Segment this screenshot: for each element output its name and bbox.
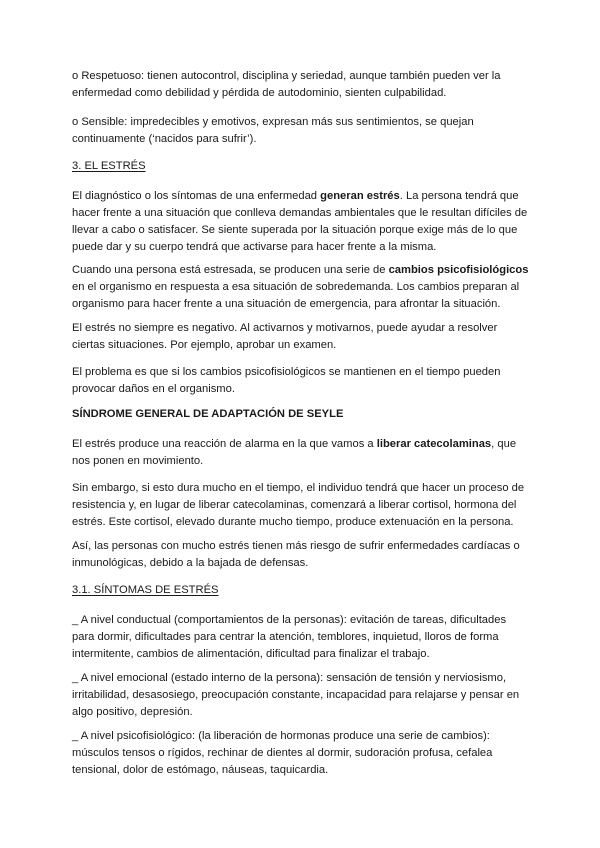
bold-text: cambios psicofisiológicos: [388, 264, 529, 276]
text-line: Así, las personas con mucho estrés tienen más riesgo de sufrir enfermedades cardíacas o: [72, 540, 520, 552]
text-line: estrés. Este cortisol, elevado durante mucho tiempo, produce extenuación en la persona.: [72, 516, 514, 528]
heading-el-estres: [72, 158, 540, 175]
text-line: _ A nivel emocional (estado interno de la persona): sensación de tensión y nerviosismo,: [72, 672, 507, 684]
text-line: enfermedad como debilidad y pérdida de autodominio, sienten culpabilidad.: [72, 87, 447, 99]
text-line: nos ponen en movimiento.: [72, 455, 204, 467]
text-line: [72, 188, 540, 205]
text-run: El estrés produce una reacción de alarma en la que vamos a: [72, 438, 377, 450]
paragraph-asi: [72, 538, 540, 572]
text-line: continuamente (‘nacidos para sufrir’).: [72, 133, 257, 145]
paragraph-negativo: [72, 320, 540, 354]
text-line: Sin embargo, si esto dura mucho en el tiempo, el individuo tendrá que hacer un proceso de: [72, 482, 525, 494]
text-line: [72, 436, 540, 453]
text-run: , que: [491, 438, 517, 450]
paragraph-problema: [72, 364, 540, 398]
text-line: puede dar y su cuerpo tendrá que activarse para hacer frente a la misma.: [72, 241, 437, 253]
text-line: resistencia y, en lugar de liberar catecolaminas, comenzará a liberar cortisol, hormona del: [72, 499, 517, 511]
text-line: en el organismo en respuesta a esa situación de sobredemanda. Los cambios preparan al: [72, 281, 520, 293]
text-line: músculos tensos o rígidos, rechinar de dientes al dormir, sudoración profusa, cefalea: [72, 747, 493, 759]
text-line: irritabilidad, desasosiego, preocupación constante, incapacidad para relajarse y pensar en: [72, 689, 520, 701]
text-line: intermitente, cambios de alimentación, dificultad para finalizar el trabajo.: [72, 648, 430, 660]
paragraph-diagnostico: [72, 188, 540, 256]
paragraph-respetuoso: [72, 68, 540, 102]
text-line: El problema es que si los cambios psicofisiológicos se mantienen en el tiempo pueden: [72, 366, 501, 378]
text-line: _ A nivel psicofisiológico: (la liberación de hormonas produce una serie de cambios):: [72, 730, 490, 742]
bold-text: generan estrés: [320, 190, 400, 202]
paragraph-conductual: [72, 612, 540, 663]
heading-sintomas: [72, 582, 540, 599]
paragraph-alarma: [72, 436, 540, 470]
text-line: llevar a cabo o satisfacer. Se siente superada por la situación porque exige más de lo que: [72, 224, 518, 236]
text-line: algo positivo, depresión.: [72, 706, 193, 718]
text-run: . La persona tendrá que: [399, 190, 519, 202]
text-line: tensional, dolor de estómago, náuseas, taquicardia.: [72, 764, 329, 776]
text-line: provocar daños en el organismo.: [72, 383, 235, 395]
text-line: para dormir, dificultades para centrar la atención, temblores, inquietud, lloros de forma: [72, 631, 499, 643]
paragraph-sin-embargo: [72, 480, 540, 531]
heading-text: 3. EL ESTRÉS: [72, 160, 146, 172]
text-line: El estrés no siempre es negativo. Al activarnos y motivarnos, puede ayudar a resolver: [72, 322, 498, 334]
text-line: inmunológicas, debido a la bajada de defensas.: [72, 557, 309, 569]
text-run: El diagnóstico o los síntomas de una enfermedad: [72, 190, 321, 202]
text-line: ciertas situaciones. Por ejemplo, aprobar un examen.: [72, 339, 337, 351]
text-line: o Respetuoso: tienen autocontrol, disciplina y seriedad, aunque también pueden ver la: [72, 70, 501, 82]
bold-text: liberar catecolaminas: [376, 438, 492, 450]
text-line: [72, 262, 540, 279]
text-line: organismo para hacer frente a una situación de emergencia, para afrontar la situación.: [72, 298, 501, 310]
text-run: Cuando una persona está estresada, se producen una serie de: [72, 264, 389, 276]
heading-text: SÍNDROME GENERAL DE ADAPTACIÓN DE SEYLE: [72, 408, 344, 420]
heading-text: 3.1. SÍNTOMAS DE ESTRÉS: [72, 584, 219, 596]
paragraph-cuando: [72, 262, 540, 313]
paragraph-psicofisiologico: [72, 728, 540, 779]
heading-sindrome: [72, 406, 540, 423]
text-line: o Sensible: impredecibles y emotivos, expresan más sus sentimientos, se quejan: [72, 116, 474, 128]
text-line: hacer frente a una situación que conlleva demandas ambientales que le resultan difíciles de: [72, 207, 528, 219]
paragraph-emocional: [72, 670, 540, 721]
text-line: _ A nivel conductual (comportamientos de la personas): evitación de tareas, dificultades: [72, 614, 507, 626]
paragraph-sensible: [72, 114, 540, 148]
